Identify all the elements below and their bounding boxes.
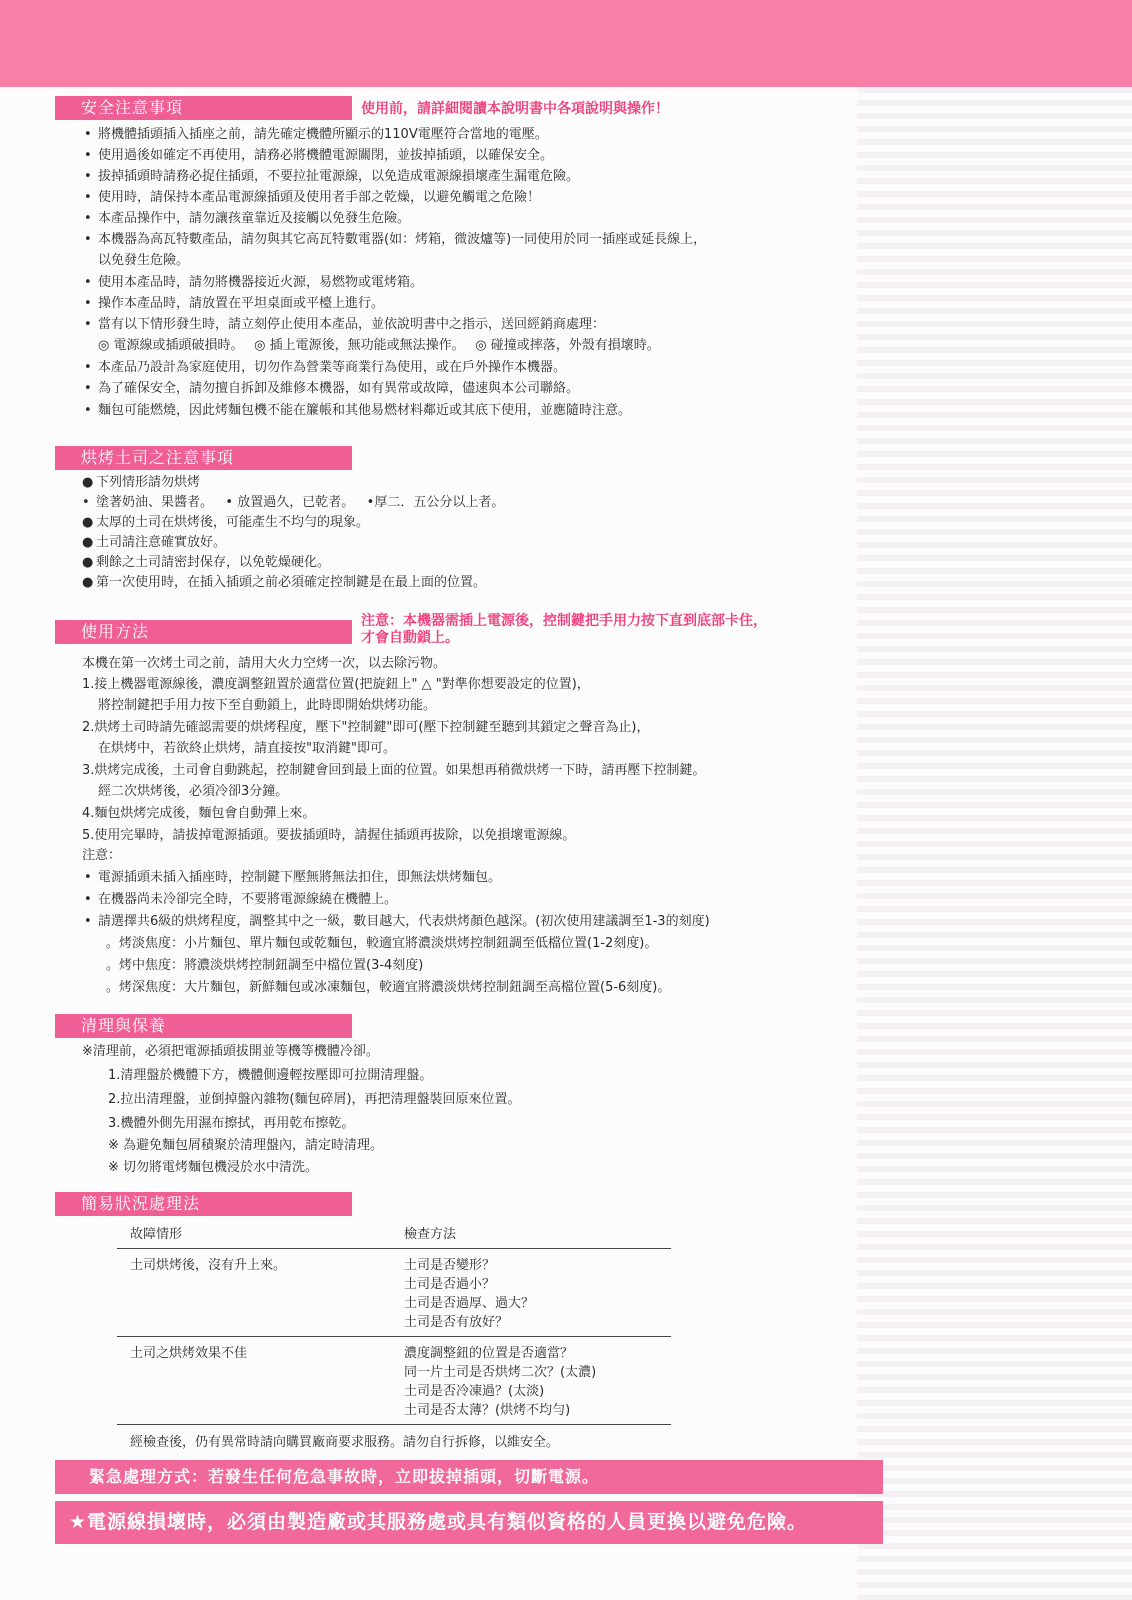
cleaning-note: ※ 切勿將電烤麵包機浸於水中清洗。 bbox=[108, 1160, 319, 1175]
table-cell-check: 同一片土司是否烘烤二次？(太濃) bbox=[404, 1365, 597, 1380]
usage-step: 2.烘烤土司時請先確認需要的烘烤程度，壓下"控制鍵"即可(壓下控制鍵至聽到其鎖定之聲音為止)， bbox=[82, 720, 650, 735]
toast-item: ● 下列情形請勿烘烤 bbox=[82, 475, 201, 490]
section-title-usage: 使用方法 bbox=[55, 620, 352, 644]
safety-item: • 將機體插頭插入插座之前，請先確定機體所顯示的110V電壓符合當地的電壓。 bbox=[84, 127, 548, 142]
table-cell-check: 土司是否變形？ bbox=[404, 1258, 496, 1273]
safety-item: • 本產品操作中，請勿讓孩童靠近及接觸以免發生危險。 bbox=[84, 211, 411, 226]
usage-level: 。烤中焦度：將濃淡烘烤控制鈕調至中檔位置(3-4刻度) bbox=[106, 958, 424, 973]
table-footer-note: 經檢查後，仍有異常時請向購買廠商要求服務。請勿自行拆修，以維安全。 bbox=[130, 1435, 560, 1450]
safety-item: • 操作本產品時，請放置在平坦桌面或平檯上進行。 bbox=[84, 296, 385, 311]
table-rule bbox=[117, 1424, 671, 1425]
table-cell-problem: 土司烘烤後，沒有升上來。 bbox=[130, 1258, 287, 1273]
warning-banner: ★電源線損壞時，必須由製造廠或其服務處或具有類似資格的人員更換以避免危險。 bbox=[55, 1501, 883, 1544]
section-title-safety: 安全注意事項 bbox=[55, 96, 352, 120]
table-header-problem: 故障情形 bbox=[130, 1227, 183, 1242]
section-title-troubleshooting: 簡易狀況處理法 bbox=[55, 1192, 352, 1216]
safety-item: • 本產品乃設計為家庭使用，切勿作為營業等商業行為使用，或在戶外操作本機器。 bbox=[84, 360, 567, 375]
table-rule bbox=[117, 1248, 671, 1249]
safety-item: • 為了確保安全，請勿擅自拆卸及維修本機器，如有異常或故障，儘速與本公司聯絡。 bbox=[84, 381, 580, 396]
section-title-toast: 烘烤土司之注意事項 bbox=[55, 446, 352, 470]
toast-item: ● 太厚的土司在烘烤後，可能產生不均勻的現象。 bbox=[82, 515, 370, 530]
toast-item: ● 第一次使用時，在插入插頭之前必須確定控制鍵是在最上面的位置。 bbox=[82, 575, 487, 590]
usage-line: 本機在第一次烤土司之前，請用大火力空烤一次，以去除污物。 bbox=[82, 656, 447, 671]
emergency-banner: 緊急處理方式：若發生任何危急事故時，立即拔掉插頭，切斷電源。 bbox=[55, 1460, 883, 1494]
cleaning-line: ※清理前，必須把電源插頭拔開並等機等機體冷卻。 bbox=[82, 1044, 379, 1059]
table-cell-check: 土司是否過小？ bbox=[404, 1277, 496, 1292]
safety-item: • 當有以下情形發生時，請立刻停止使用本產品，並依說明書中之指示，送回經銷商處理： bbox=[84, 317, 606, 332]
safety-note: 使用前，請詳細閱讀本說明書中各項說明與操作！ bbox=[361, 101, 669, 117]
usage-step-continued: 將控制鍵把手用力按下至自動鎖上，此時即開始烘烤功能。 bbox=[98, 698, 437, 713]
cleaning-note: ※ 為避免麵包屑積聚於清理盤內，請定時清理。 bbox=[108, 1138, 384, 1153]
usage-caution: • 電源插頭未插入插座時，控制鍵下壓無將無法扣住，即無法烘烤麵包。 bbox=[84, 870, 502, 885]
usage-step-continued: 在烘烤中，若欲終止烘烤，請直接按"取消鍵"即可。 bbox=[98, 741, 396, 756]
safety-item: • 使用時，請保持本產品電源線插頭及使用者手部之乾燥，以避免觸電之危險！ bbox=[84, 190, 541, 205]
safety-item: • 拔掉插頭時請務必捉住插頭，不要拉扯電源線，以免造成電源線損壞產生漏電危險。 bbox=[84, 169, 580, 184]
safety-item-continued: 以免發生危險。 bbox=[98, 253, 190, 268]
table-rule bbox=[117, 1336, 671, 1337]
safety-item: • 本機器為高瓦特數產品，請勿與其它高瓦特數電器(如：烤箱，微波爐等)一同使用於同一插座或延長線上， bbox=[84, 232, 707, 247]
usage-caution: • 請選擇共6級的烘烤程度，調整其中之一級，數目越大，代表烘烤顏色越深。(初次使用建議調至1-3的刻度) bbox=[84, 914, 710, 929]
table-header-check: 檢查方法 bbox=[404, 1227, 457, 1242]
section-title-cleaning: 清理與保養 bbox=[55, 1014, 352, 1038]
safety-conditions: ◎ 電源線或插頭破損時。 ◎ 插上電源後，無功能或無法操作。 ◎ 碰撞或摔落，外殼有損壞時。 bbox=[98, 338, 660, 353]
usage-note: 注意：本機器需插上電源後，控制鍵把手用力按下直到底部卡住， 才會自動鎖上。 bbox=[361, 613, 767, 646]
table-cell-problem: 土司之烘烤效果不佳 bbox=[130, 1346, 248, 1361]
table-cell-check: 土司是否過厚、過大？ bbox=[404, 1296, 535, 1311]
table-cell-check: 土司是否有放好？ bbox=[404, 1315, 509, 1330]
safety-item: • 使用過後如確定不再使用，請務必將機體電源關閉，並拔掉插頭，以確保安全。 bbox=[84, 148, 554, 163]
cleaning-step: 1.清理盤於機體下方，機體側邊輕按壓即可拉開清理盤。 bbox=[108, 1068, 433, 1083]
cleaning-step: 3.機體外側先用濕布擦拭，再用乾布擦乾。 bbox=[108, 1116, 355, 1131]
table-cell-check: 土司是否太薄？(烘烤不均勻) bbox=[404, 1403, 571, 1418]
usage-step: 5.使用完畢時，請拔掉電源插頭。要拔插頭時，請握住插頭再拔除，以免損壞電源線。 bbox=[82, 828, 576, 843]
table-cell-check: 濃度調整鈕的位置是否適當？ bbox=[404, 1346, 574, 1361]
usage-step: 3.烘烤完成後，土司會自動跳起，控制鍵會回到最上面的位置。如果想再稍微烘烤一下時，請再壓下控制鍵。 bbox=[82, 763, 706, 778]
usage-caution: • 在機器尚未冷卻完全時，不要將電源線繞在機體上。 bbox=[84, 892, 398, 907]
usage-step-continued: 經二次烘烤後，必須冷卻3分鐘。 bbox=[98, 784, 289, 799]
safety-item: • 麵包可能燃燒，因此烤麵包機不能在簾帳和其他易燃材料鄰近或其底下使用，並應隨時注意。 bbox=[84, 403, 632, 418]
usage-step: 1.接上機器電源線後，濃度調整鈕置於適當位置(把旋鈕上" △ "對準你想要設定的位置)， bbox=[82, 677, 590, 692]
table-cell-check: 土司是否冷凍過？(太淡) bbox=[404, 1384, 545, 1399]
safety-item: • 使用本產品時，請勿將機器接近火源，易燃物或電烤箱。 bbox=[84, 275, 424, 290]
usage-level: 。烤深焦度：大片麵包，新鮮麵包或冰凍麵包，較適宜將濃淡烘烤控制鈕調至高檔位置(5-6刻度)。 bbox=[106, 980, 671, 995]
usage-step: 4.麵包烘烤完成後，麵包會自動彈上來。 bbox=[82, 806, 316, 821]
toast-item: ● 剩餘之土司請密封保存，以免乾燥硬化。 bbox=[82, 555, 331, 570]
toast-item: ● 土司請注意確實放好。 bbox=[82, 535, 227, 550]
usage-level: 。烤淡焦度：小片麵包、單片麵包或乾麵包，較適宜將濃淡烘烤控制鈕調至低檔位置(1-2刻度)。 bbox=[106, 936, 658, 951]
usage-caution-label: 注意： bbox=[82, 848, 122, 863]
cleaning-step: 2.拉出清理盤，並倒掉盤內雜物(麵包碎屑)，再把清理盤裝回原來位置。 bbox=[108, 1092, 521, 1107]
toast-subitems: • 塗著奶油、果醬者。 • 放置過久，已乾者。 •厚二．五公分以上者。 bbox=[82, 495, 505, 510]
